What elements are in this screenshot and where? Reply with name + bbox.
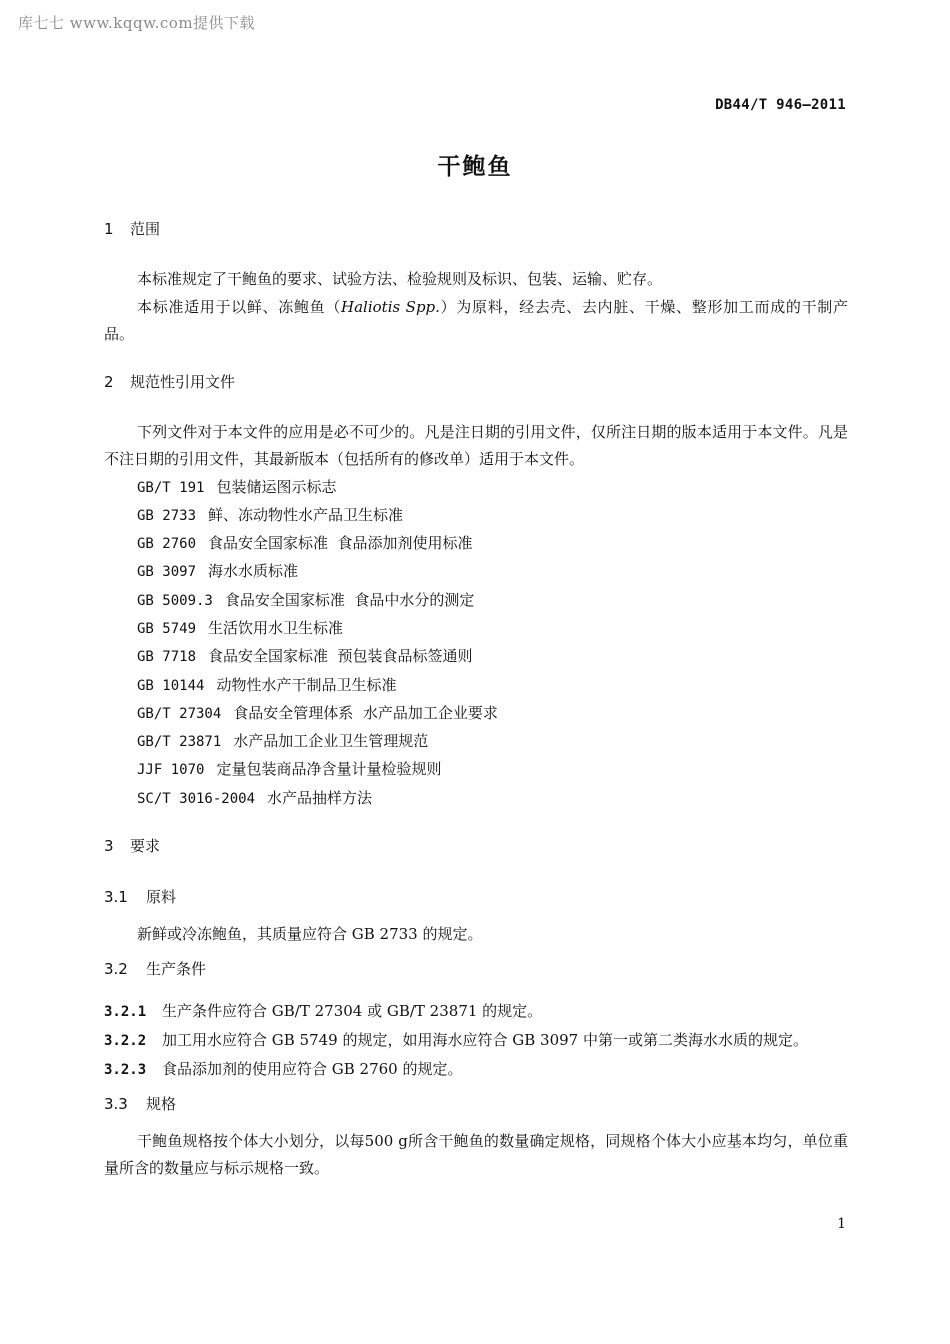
standard-code: DB44/T 946—2011 [715, 97, 846, 113]
clause-text: 食品添加剂的使用应符合 GB 2760 的规定。 [162, 1059, 463, 1078]
specification-text: 干鲍鱼规格按个体大小划分，以每500 g所含干鲍鱼的数量确定规格，同规格个体大小应基本均匀，单位重量所含的数量应与标示规格一致。 [104, 1131, 848, 1178]
clause-number: 3.2.3 [104, 1061, 147, 1078]
subsection-3-3-heading [104, 1090, 848, 1118]
section-number: 2 [104, 372, 114, 391]
section-3-heading [104, 831, 848, 861]
reference-item [104, 672, 848, 700]
subsection-3-1-heading [104, 883, 848, 911]
reference-item [104, 530, 848, 558]
production-conditions-list [104, 997, 848, 1084]
reference-title: 动物性水产干制品卫生标准 [216, 675, 397, 694]
reference-code: GB 2733 [137, 507, 197, 524]
subsection-title: 原料 [146, 888, 177, 907]
scope-paragraph-1: 本标准规定了干鲍鱼的要求、试验方法、检验规则及标识、包装、运输、贮存。 [137, 270, 663, 288]
section-1-heading [104, 214, 848, 244]
section-number: 1 [104, 220, 114, 238]
references-intro: 下列文件对于本文件的应用是必不可少的。凡是注日期的引用文件，仅所注日期的版本适用于本文件。凡是不注日期的引用文件，其最新版本（包括所有的修改单）适用于本文件。 [104, 422, 848, 468]
clause-item [104, 1055, 848, 1084]
reference-code: GB 5009.3 [137, 592, 213, 609]
watermark: 库七七 www.kqqw.com提供下载 [18, 14, 256, 32]
scope-text-before: 本标准适用于以鲜、冻鲍鱼（ [137, 297, 342, 316]
reference-item [104, 785, 848, 813]
clause-text: 加工用水应符合 GB 5749 的规定，如用海水应符合 GB 3097 中第一或第二类海水水质的规定。 [162, 1030, 808, 1049]
scope-text-after: ）为原料，经去壳、去内脏、干燥、整形加工而成的干制产品。 [104, 297, 848, 343]
reference-code: GB/T 191 [137, 479, 205, 496]
reference-title: 食品安全国家标准 食品中水分的测定 [224, 590, 475, 609]
scope-paragraph-2 [104, 294, 848, 349]
document-body [104, 214, 848, 1183]
reference-code: GB 10144 [137, 677, 205, 694]
subsection-title: 生产条件 [146, 959, 207, 978]
subsection-number: 3.1 [104, 888, 128, 907]
reference-item [104, 756, 848, 784]
clause-item [104, 1026, 848, 1055]
clause-item [104, 997, 848, 1026]
reference-item [104, 615, 848, 643]
subsection-title: 规格 [146, 1094, 177, 1113]
reference-title: 定量包装商品净含量计量检验规则 [216, 760, 442, 779]
section-title: 范围 [130, 220, 161, 238]
reference-title: 包装储运图示标志 [216, 477, 337, 496]
reference-title: 食品安全管理体系 水产品加工企业要求 [233, 703, 498, 722]
reference-title: 生活饮用水卫生标准 [208, 618, 344, 637]
raw-material-text: 新鲜或冷冻鲍鱼，其质量应符合 GB 2733 的规定。 [137, 925, 483, 944]
reference-title: 海水水质标准 [208, 562, 299, 581]
reference-code: GB/T 23871 [137, 734, 222, 751]
reference-title: 水产品加工企业卫生管理规范 [233, 732, 429, 751]
document-title: 干鲍鱼 [437, 154, 513, 180]
reference-item [104, 700, 848, 728]
reference-code: GB 2760 [137, 536, 197, 553]
subsection-3-2-heading [104, 955, 848, 983]
section-2-heading [104, 367, 848, 397]
clause-number: 3.2.1 [104, 1003, 147, 1020]
reference-code: GB 3097 [137, 564, 197, 581]
reference-code: GB/T 27304 [137, 705, 222, 722]
reference-item [104, 728, 848, 756]
page-number: 1 [837, 1216, 846, 1232]
reference-code: GB 7718 [137, 649, 197, 666]
reference-code: SC/T 3016-2004 [137, 790, 256, 807]
reference-item [104, 474, 848, 502]
species-name: Haliotis Spp. [341, 297, 440, 316]
reference-item [104, 558, 848, 586]
reference-code: GB 5749 [137, 620, 197, 637]
section-title: 规范性引用文件 [130, 372, 236, 391]
clause-number: 3.2.2 [104, 1032, 147, 1049]
reference-item [104, 643, 848, 671]
reference-title: 鲜、冻动物性水产品卫生标准 [208, 505, 404, 524]
reference-code: JJF 1070 [137, 762, 205, 779]
section-number: 3 [104, 837, 114, 856]
clause-text: 生产条件应符合 GB/T 27304 或 GB/T 23871 的规定。 [162, 1001, 543, 1020]
reference-list [104, 474, 848, 814]
section-title: 要求 [130, 837, 161, 856]
subsection-number: 3.3 [104, 1094, 128, 1113]
reference-title: 食品安全国家标准 食品添加剂使用标准 [208, 534, 473, 553]
reference-title: 水产品抽样方法 [267, 788, 373, 807]
reference-title: 食品安全国家标准 预包装食品标签通则 [208, 647, 473, 666]
reference-item [104, 587, 848, 615]
reference-item [104, 502, 848, 530]
subsection-number: 3.2 [104, 959, 128, 978]
